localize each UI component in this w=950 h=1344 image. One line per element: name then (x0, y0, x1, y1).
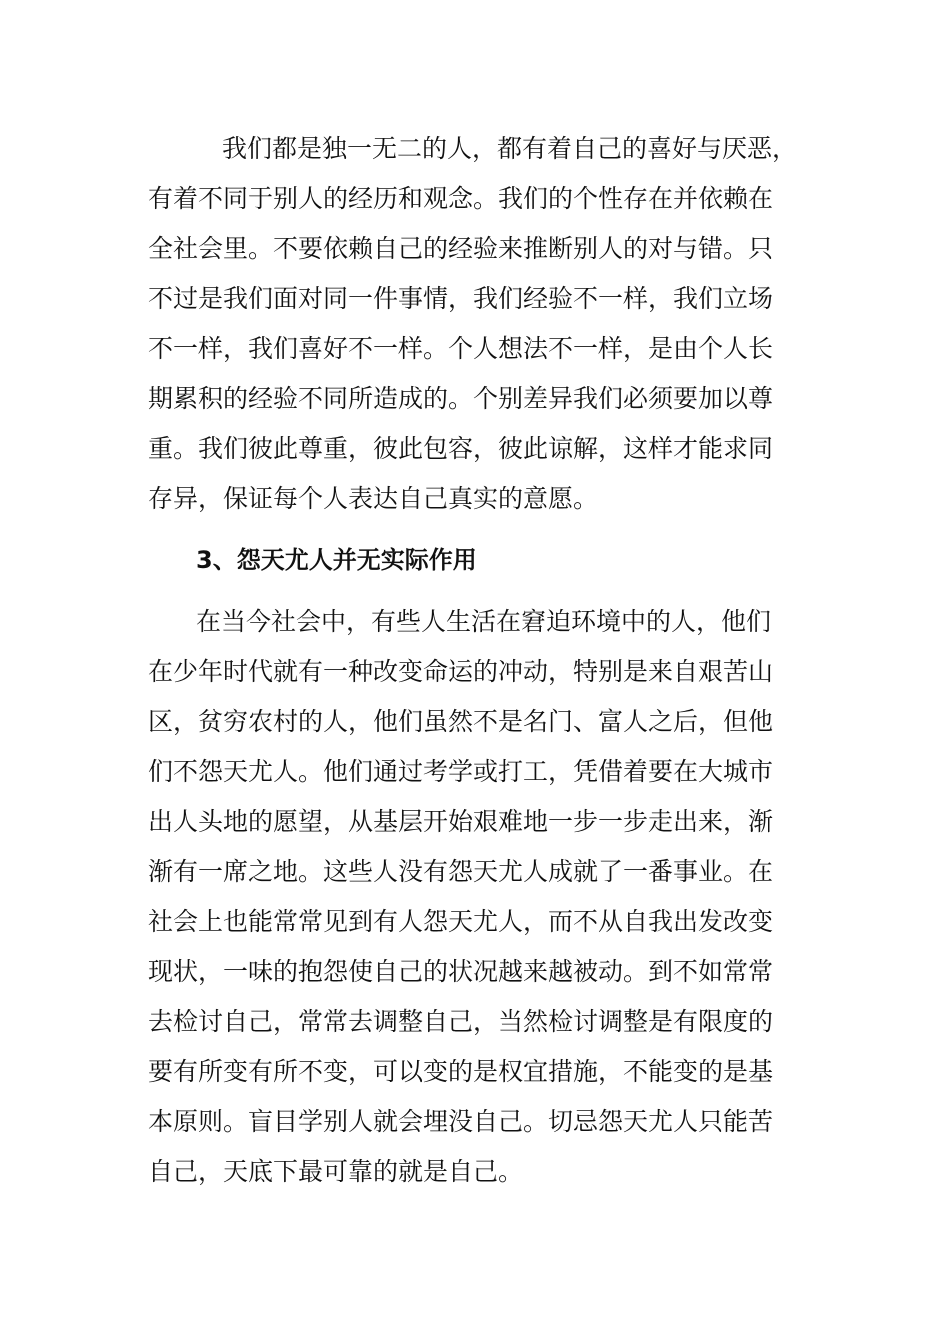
section-heading: 3、怨天尤人并无实际作用 (196, 546, 477, 574)
paragraph-1-line-8: 存异，保证每个人表达自己真实的意愿。 (148, 484, 599, 513)
paragraph-2-line-10: 要有所变有所不变，可以变的是权宜措施，不能变的是基 (148, 1057, 774, 1086)
paragraph-2-line-3: 区，贫穷农村的人，他们虽然不是名门、富人之后，但他 (148, 707, 774, 736)
paragraph-2-line-6: 渐有一席之地。这些人没有怨天尤人成就了一番事业。在 (148, 857, 774, 886)
paragraph-2-line-4: 们不怨天尤人。他们通过考学或打工，凭借着要在大城市 (148, 757, 774, 786)
paragraph-2-line-1: 在当今社会中，有些人生活在窘迫环境中的人，他们 (196, 607, 772, 636)
paragraph-2-line-9: 去检讨自己，常常去调整自己，当然检讨调整是有限度的 (148, 1007, 774, 1036)
paragraph-1-line-7: 重。我们彼此尊重，彼此包容，彼此谅解，这样才能求同 (148, 434, 774, 463)
paragraph-2-line-2: 在少年时代就有一种改变命运的冲动，特别是来自艰苦山 (148, 657, 774, 686)
paragraph-1-line-1: 我们都是独一无二的人，都有着自己的喜好与厌恶， (222, 134, 798, 163)
paragraph-1-line-5: 不一样，我们喜好不一样。个人想法不一样，是由个人长 (148, 334, 774, 363)
paragraph-1-line-4: 不过是我们面对同一件事情，我们经验不一样，我们立场 (148, 284, 774, 313)
paragraph-2-line-8: 现状，一味的抱怨使自己的状况越来越被动。到不如常常 (148, 957, 774, 986)
paragraph-2-line-11: 本原则。盲目学别人就会埋没自己。切忌怨天尤人只能苦 (148, 1107, 774, 1136)
paragraph-1-line-2: 有着不同于别人的经历和观念。我们的个性存在并依赖在 (148, 184, 774, 213)
paragraph-1-line-6: 期累积的经验不同所造成的。个别差异我们必须要加以尊 (148, 384, 774, 413)
paragraph-2-line-5: 出人头地的愿望，从基层开始艰难地一步一步走出来，渐 (148, 807, 774, 836)
paragraph-1-line-3: 全社会里。不要依赖自己的经验来推断别人的对与错。只 (148, 234, 774, 263)
paragraph-2-line-12: 自己，天底下最可靠的就是自己。 (148, 1157, 524, 1186)
paragraph-2-line-7: 社会上也能常常见到有人怨天尤人，而不从自我出发改变 (148, 907, 774, 936)
